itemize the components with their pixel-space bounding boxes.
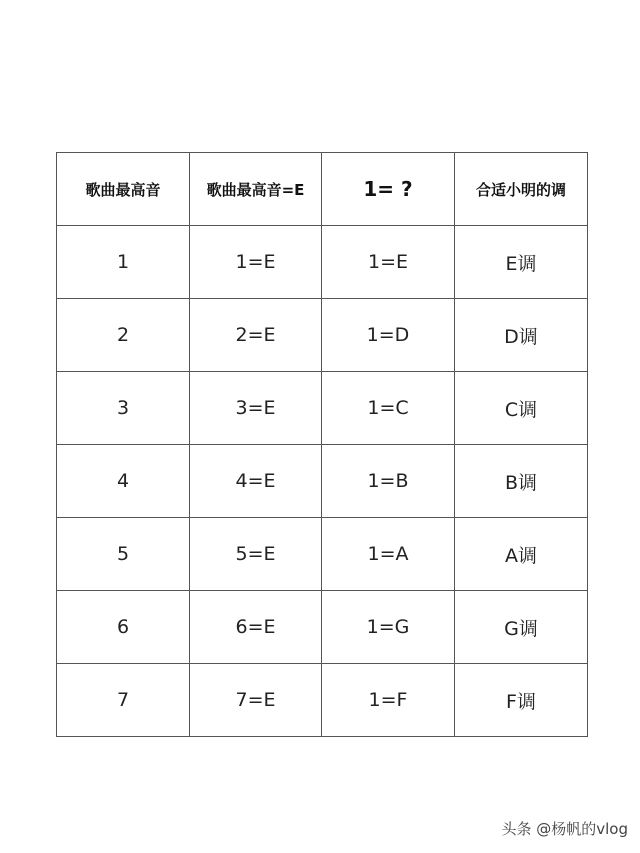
table-row [57,372,588,445]
table-row [57,591,588,664]
table-cell: 2=E [190,299,322,372]
table-cell: 2 [57,299,190,372]
table-cell: 4=E [190,445,322,518]
table-row [57,299,588,372]
table-header-row [57,153,588,226]
table-row [57,518,588,591]
watermark-text: 头条 @杨帆的vlog [501,820,628,838]
table-cell: 5 [57,518,190,591]
table-cell: 7 [57,664,190,737]
table-row [57,664,588,737]
table-cell: 1=A [322,518,455,591]
header-cell: 歌曲最高音=E [190,153,322,226]
table-cell: 5=E [190,518,322,591]
table-cell: 6 [57,591,190,664]
table-row [57,445,588,518]
table-cell: C调 [455,372,588,445]
table-cell: 1=C [322,372,455,445]
table-cell: F调 [455,664,588,737]
table-cell: E调 [455,226,588,299]
header-cell: 1= ? [322,153,455,226]
table-row [57,226,588,299]
table-cell: 1=E [322,226,455,299]
table-cell: 3 [57,372,190,445]
table-cell: 1=B [322,445,455,518]
table-cell: 1=D [322,299,455,372]
table-cell: 6=E [190,591,322,664]
table-cell: 1=E [190,226,322,299]
table-cell: 1=G [322,591,455,664]
table-cell: 4 [57,445,190,518]
table-cell: B调 [455,445,588,518]
table-cell: 3=E [190,372,322,445]
table-cell: 1 [57,226,190,299]
key-table [56,152,588,737]
table-cell: 7=E [190,664,322,737]
header-cell: 合适小明的调 [455,153,588,226]
table-cell: A调 [455,518,588,591]
table-cell: 1=F [322,664,455,737]
table-cell: D调 [455,299,588,372]
header-cell: 歌曲最高音 [57,153,190,226]
table-cell: G调 [455,591,588,664]
